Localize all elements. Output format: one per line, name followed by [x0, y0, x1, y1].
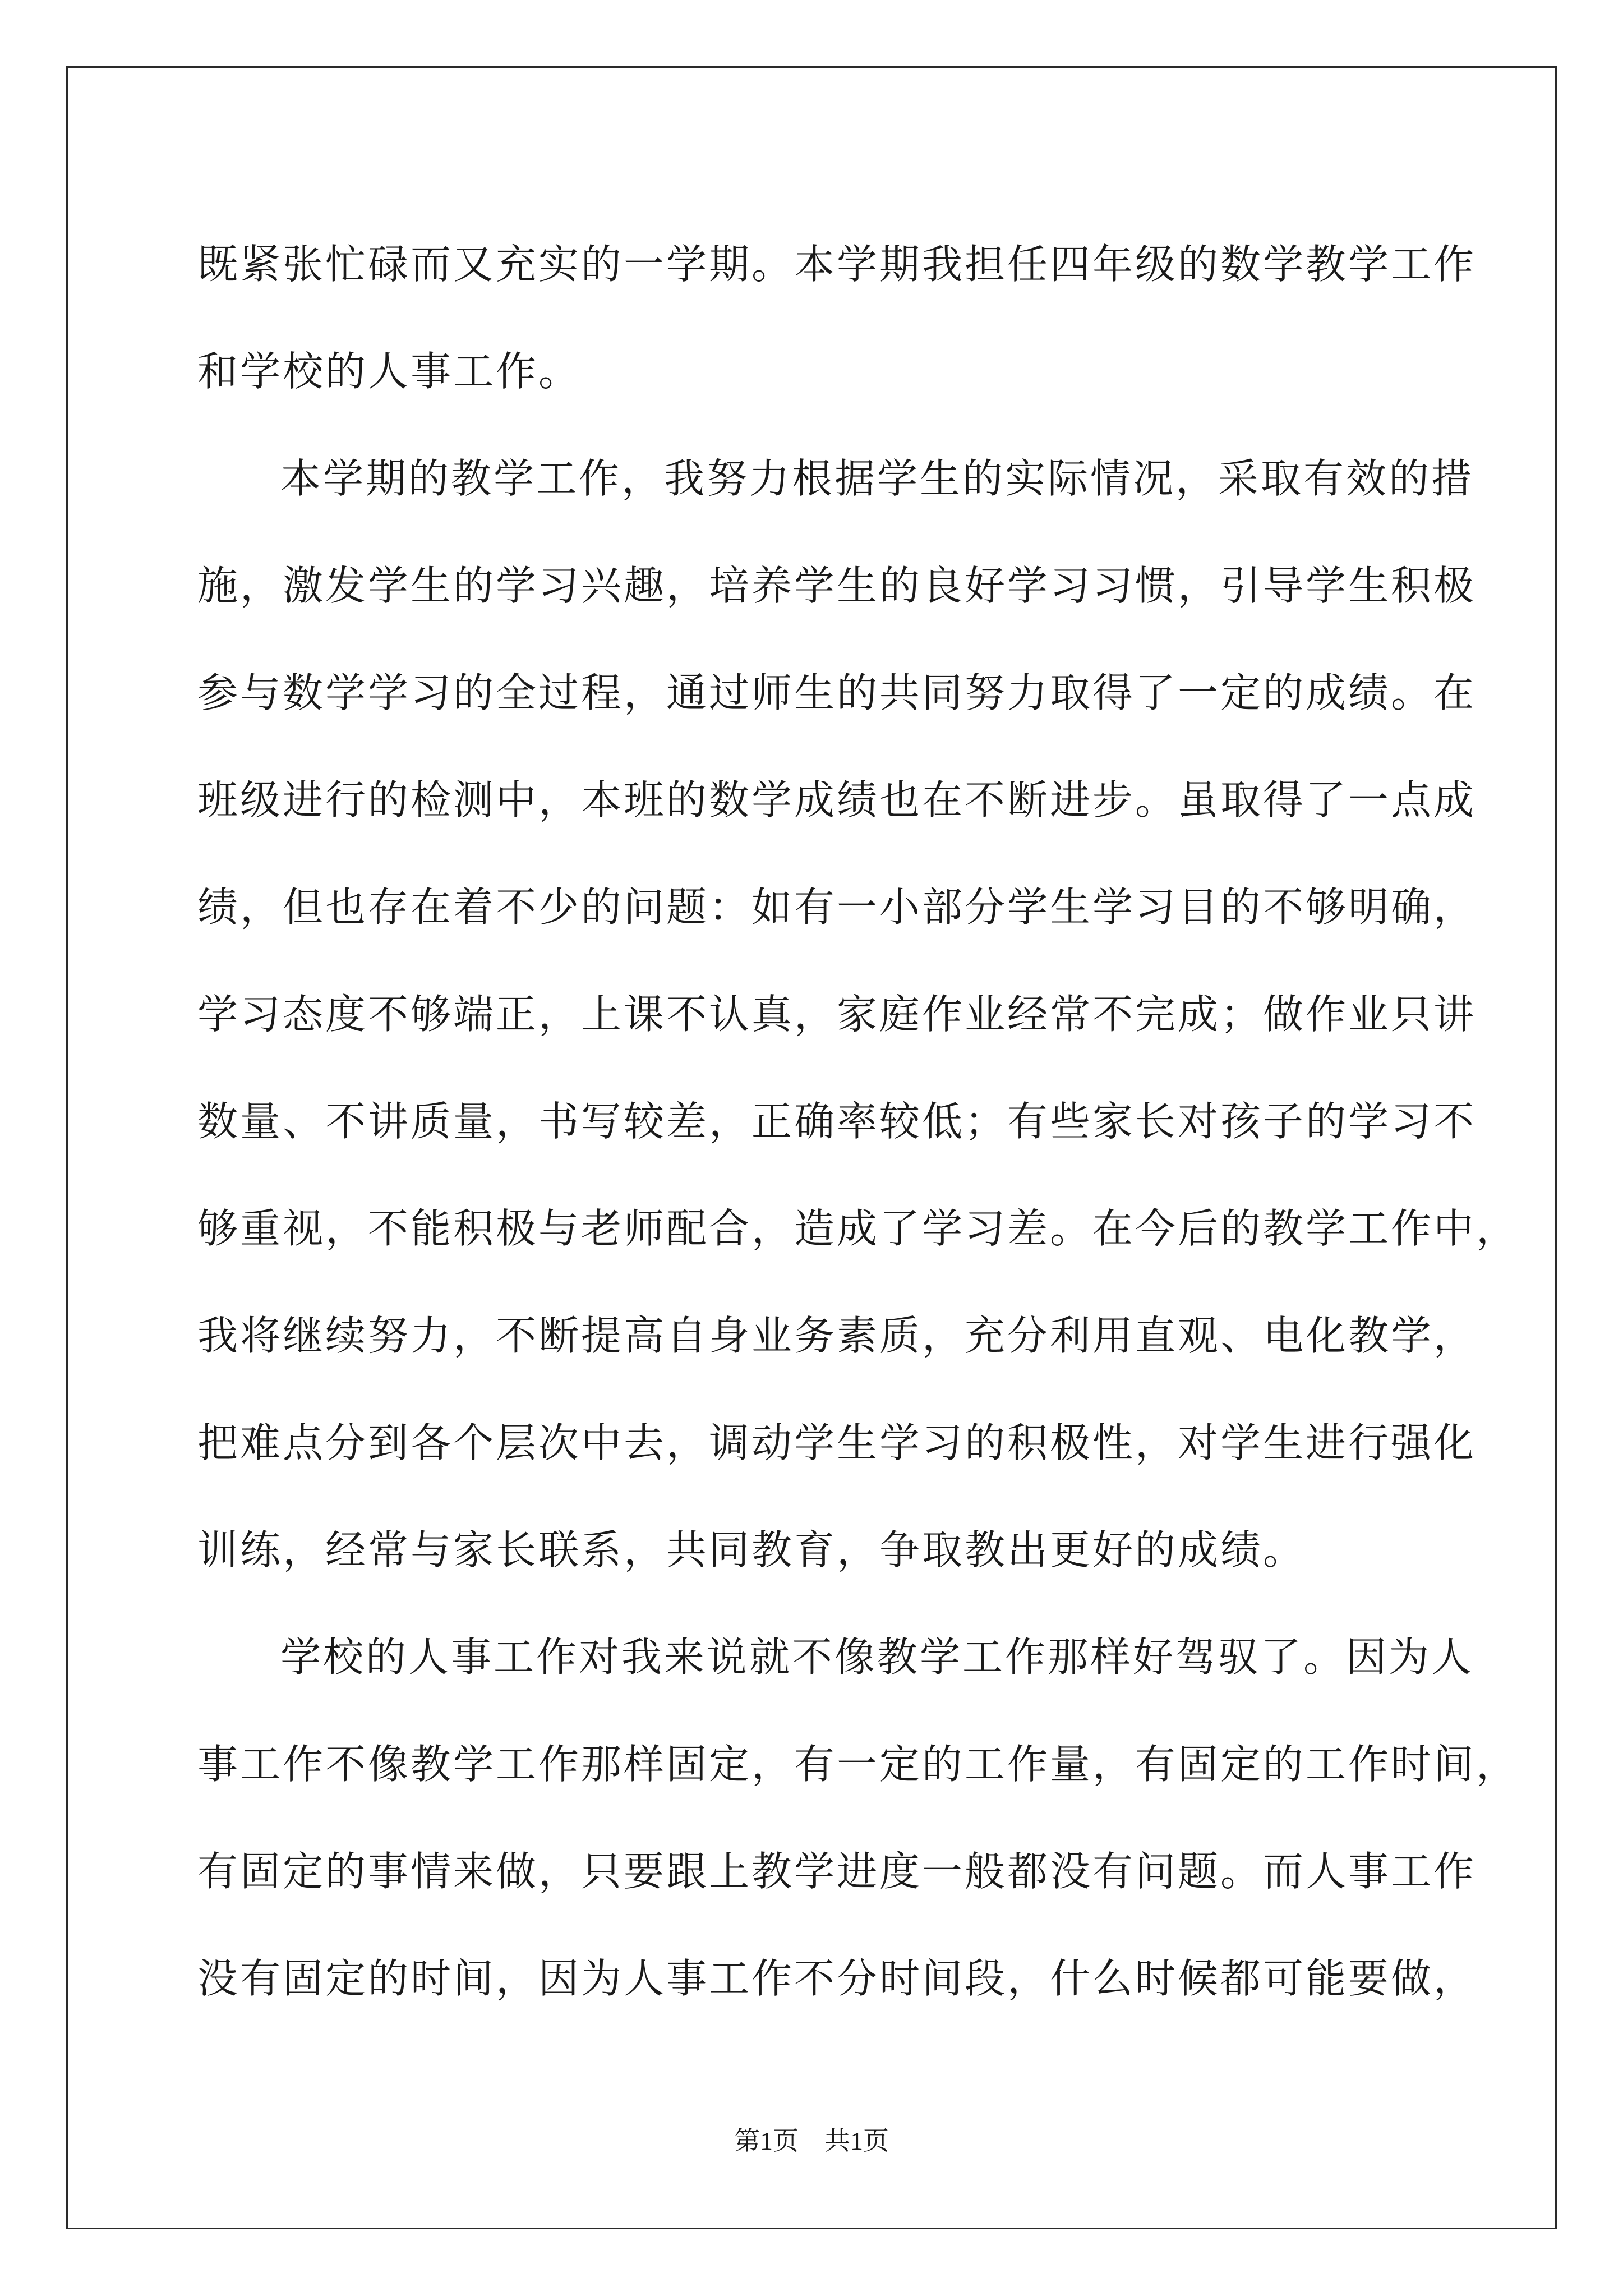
paragraph-2-line: 绩，但也存在着不少的问题：如有一小部分学生学习目的不够明确，	[197, 884, 1477, 931]
paragraph-2-line: 把难点分到各个层次中去，调动学生学习的积极性，对学生进行强化	[197, 1419, 1477, 1466]
paragraph-2-line: 训练，经常与家长联系，共同教育，争取教出更好的成绩。	[197, 1526, 1306, 1573]
paragraph-2-line: 参与数学学习的全过程，通过师生的共同努力取得了一定的成绩。在	[197, 669, 1477, 716]
paragraph-3-line: 事工作不像教学工作那样固定，有一定的工作量，有固定的工作时间，	[197, 1741, 1519, 1788]
paragraph-3-line: 没有固定的时间，因为人事工作不分时间段，什么时候都可能要做，	[197, 1955, 1477, 2002]
paragraph-2-line: 施，激发学生的学习兴趣，培养学生的良好学习习惯，引导学生积极	[197, 562, 1477, 609]
document-body	[197, 211, 1519, 2032]
paragraph-1-line: 和学校的人事工作。	[197, 348, 582, 395]
paragraph-3-line: 学校的人事工作对我来说就不像教学工作那样好驾驭了。因为人	[280, 1634, 1474, 1681]
paragraph-2-line: 我将继续努力，不断提高自身业务素质，充分利用直观、电化教学，	[197, 1312, 1477, 1359]
page-number-label: 第1页 共1页	[734, 2127, 889, 2155]
paragraph-1-line: 既紧张忙碌而又充实的一学期。本学期我担任四年级的数学教学工作	[197, 241, 1477, 288]
paragraph-3-line: 有固定的事情来做，只要跟上教学进度一般都没有问题。而人事工作	[197, 1848, 1477, 1895]
paragraph-2-line: 本学期的教学工作，我努力根据学生的实际情况，采取有效的措	[280, 455, 1474, 502]
paragraph-2-line: 数量、不讲质量，书写较差，正确率较低；有些家长对孩子的学习不	[197, 1098, 1477, 1145]
paragraph-2-line: 够重视，不能积极与老师配合，造成了学习差。在今后的教学工作中，	[197, 1205, 1519, 1252]
paragraph-2-line: 学习态度不够端正，上课不认真，家庭作业经常不完成；做作业只讲	[197, 991, 1477, 1038]
page-footer	[0, 2120, 1623, 2157]
paragraph-2-line: 班级进行的检测中，本班的数学成绩也在不断进步。虽取得了一点成	[197, 776, 1477, 823]
